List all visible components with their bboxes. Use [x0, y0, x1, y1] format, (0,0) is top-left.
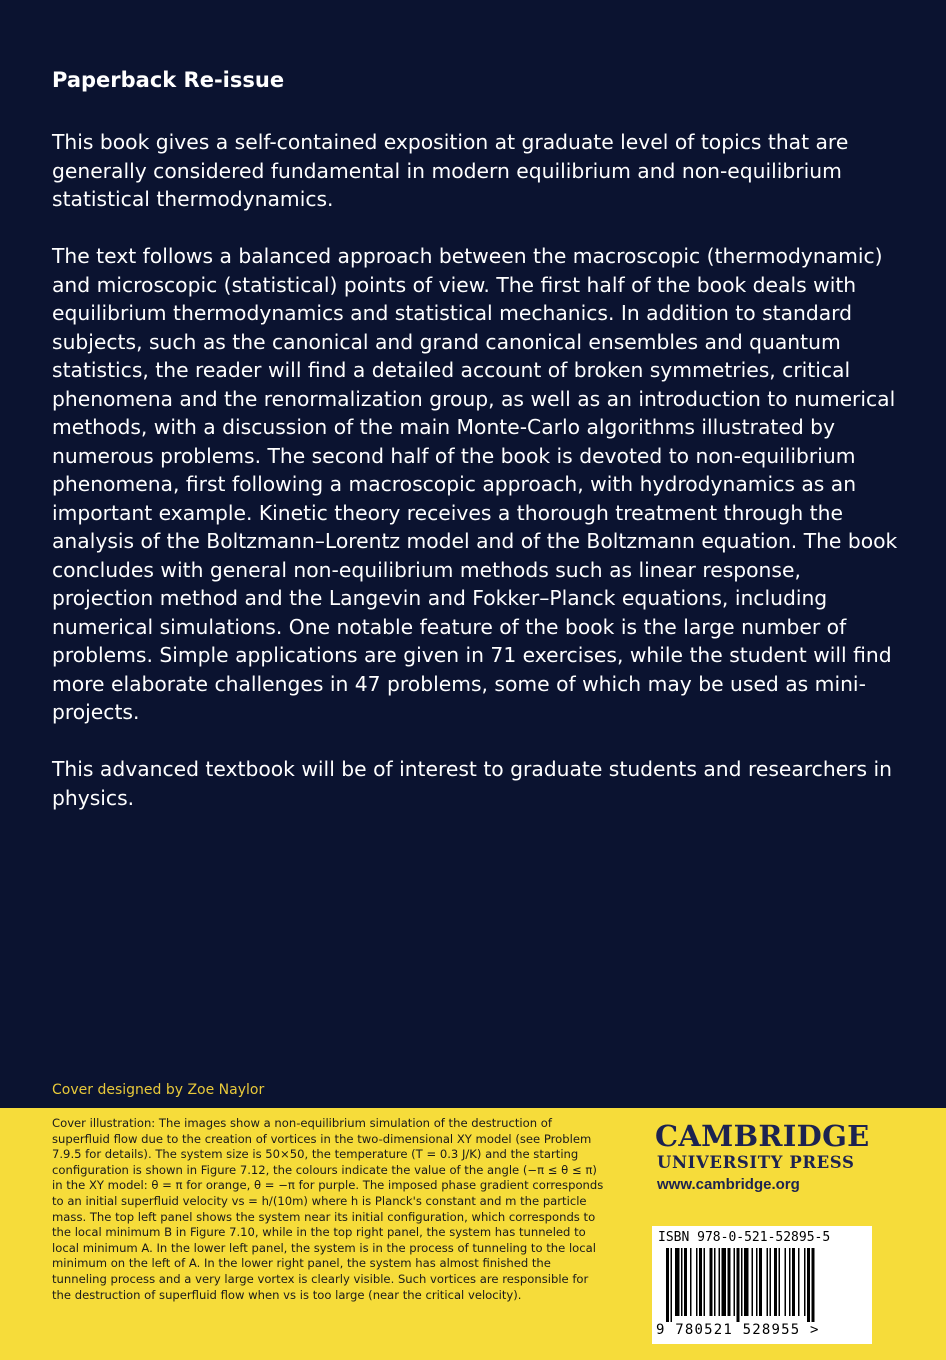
barcode-bar — [719, 1248, 721, 1316]
barcode-bar — [737, 1248, 740, 1322]
barcode-bar — [690, 1248, 692, 1316]
barcode-bar — [756, 1248, 758, 1316]
paragraph-audience: This advanced textbook will be of interest to graduate students and researchers in physics. — [52, 757, 893, 810]
barcode-bar — [744, 1248, 749, 1316]
barcode-digits: 9 780521 528955 > — [656, 1322, 820, 1338]
barcode-bar — [774, 1248, 777, 1316]
paragraph-description: The text follows a balanced approach between the macroscopic (thermodynamic) and microscopic (statistical) points of view. The first half of the book deals with equilibrium thermodynamics and statistical mechanics. In addition to standard subjects, such as the canonical and grand canonical ensembles and quantum statistics, the reader will find a detailed account of broken symmetries, critical phenomena and the renormalization group, as well as an introduction to numerical methods, with a discussion of the main Monte-Carlo algorithms illustrated by numerous problems. The second half of the book is devoted to non-equilibrium phenomena, first following a macroscopic approach, with hydrodynamics as an important example. Kinetic theory receives a thorough treatment through the analysis of the Boltzmann–Lorentz model and of the Boltzmann equation. The book concludes with general non-equilibrium methods such as linear response, projection method and the Langevin and Fokker–Planck equations, including numerical simulations. One notable feature of the book is the large number of problems. Simple applications are given in 71 exercises, while the student will find more elaborate challenges in 47 problems, some of which may be used as mini-projects. — [52, 244, 898, 724]
isbn-label: ISBN 978-0-521-52895-5 — [658, 1230, 831, 1245]
barcode-bar — [798, 1248, 800, 1316]
barcode-bars — [652, 1248, 872, 1322]
barcode-bar — [666, 1248, 669, 1322]
barcode-bar — [671, 1248, 673, 1322]
barcode-bar — [779, 1248, 781, 1316]
publisher-block — [655, 1120, 875, 1196]
barcode-bar — [812, 1248, 815, 1322]
barcode-bar — [804, 1248, 806, 1316]
cover-designer-credit: Cover designed by Zoe Naylor — [52, 1082, 265, 1098]
barcode-bar — [675, 1248, 680, 1316]
info-panel — [0, 1108, 946, 1360]
barcode-box — [652, 1226, 872, 1344]
barcode-bar — [741, 1248, 743, 1316]
publisher-name: CAMBRIDGE — [655, 1119, 870, 1153]
barcode-bar — [752, 1248, 754, 1316]
barcode-bar — [714, 1248, 716, 1316]
barcode-bar — [807, 1248, 810, 1322]
barcode-bar — [681, 1248, 683, 1316]
barcode-bar — [792, 1248, 795, 1316]
barcode-bar — [767, 1248, 769, 1316]
publisher-subtitle: UNIVERSITY PRESS — [657, 1153, 855, 1172]
barcode-bar — [734, 1248, 736, 1316]
barcode-bar — [710, 1248, 713, 1316]
barcode-bar — [785, 1248, 787, 1316]
paragraph-intro: This book gives a self-contained exposition at graduate level of topics that are generally considered fundamental in modern equilibrium and non-equilibrium statistical thermodynamics. — [52, 130, 849, 211]
barcode-bar — [684, 1248, 687, 1316]
cover-illustration-note: Cover illustration: The images show a non-equilibrium simulation of the destruction of superfluid flow due to the creation of vortices in the two-dimensional XY model (see Problem 7.9.5 for details). The system size is 50×50, the temperature (T = 0.3 J/K) and the starting configuration is shown in Figure 7.12, the colours indicate the value of the angle (−π ≤ θ ≤ π) in the XY model: θ = π for orange, θ = −π for purple. The imposed phase gradient corresponds to an initial superfluid velocity vs = h/(10m) where h is Planck's constant and m the particle mass. The top left panel shows the system near its initial configuration, which corresponds to the local minimum B in Figure 7.10, while in the top right panel, the system has tunneled to local minimum A. In the lower left panel, the system is in the process of tunneling to the local minimum on the left of A. In the lower right panel, the system has almost finished the tunneling process and a very large vortex is clearly visible. Such vortices are responsible for the destruction of superfluid flow when vs is too large (near the critical velocity). — [52, 1116, 604, 1302]
barcode-bar — [728, 1248, 731, 1316]
barcode-bar — [699, 1248, 702, 1316]
barcode-bar — [759, 1248, 762, 1316]
barcode-bar — [722, 1248, 727, 1316]
heading: Paperback Re-issue — [52, 68, 285, 92]
barcode-bar — [704, 1248, 706, 1316]
publisher-website: www.cambridge.org — [657, 1176, 800, 1193]
barcode-bar — [789, 1248, 791, 1316]
barcode-bar — [696, 1248, 698, 1316]
barcode-bar — [770, 1248, 772, 1316]
